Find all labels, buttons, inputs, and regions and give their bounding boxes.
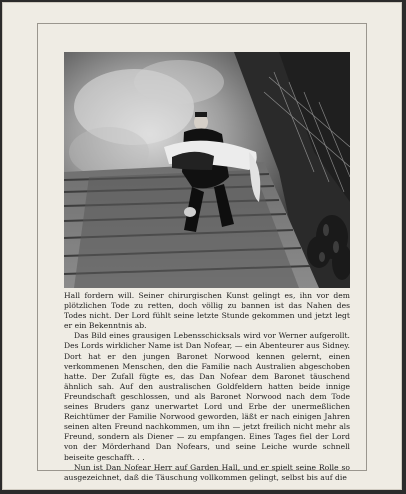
paragraph-1: Hall fordern will. Seiner chirurgischen Kunst gelingt es, ihn vor dem plötzlichen Tode zu retten, doch völlig zu bannen ist das Nahen des Todes nicht. Der Lord fühlt seine letzte Stunde gekommen und jetzt legt er ein Bekenntnis ab. xyxy=(64,291,350,331)
paragraph-2: Das Bild eines grausigen Lebensschicksals wird vor Werner aufgerollt. Des Lords wirklicher Name ist Dan Nofear, — ein Abenteurer aus Sidney. Dort hat er den jungen Baronet Norwood kennen gelernt, einen verkommenen Menschen, den die Familie nach Australien abgeschoben hatte. Der Zufall fügte es, das Dan Nofear dem Baronet täuschend ähnlich sah. Auf den australischen Goldfeldern hatten beide innige Freundschaft geschlossen, und als Baronet Norwood nach dem Tode seines Bruders ganz unerwartet Lord und Erbe der unermeßlichen Reichtümer der Familie Norwood geworden, läßt er nach einigen Jahren seinen alten Freund nachkommen, um ihn — jetzt freilich nicht mehr als Freund, sondern als Diener — zu empfangen. Eines Tages fiel der Lord von der Mörderhand Dan Nofears, und seine Leiche wurde schnell beiseite geschafft. . . xyxy=(64,331,350,462)
photograph-staircase-scene xyxy=(64,52,350,288)
body-text xyxy=(64,291,350,483)
paragraph-3: Nun ist Dan Nofear Herr auf Garden Hall, und er spielt seine Rolle so ausgezeichnet, daß die Täuschung vollkommen gelingt, selbst bis auf die xyxy=(64,462,350,482)
